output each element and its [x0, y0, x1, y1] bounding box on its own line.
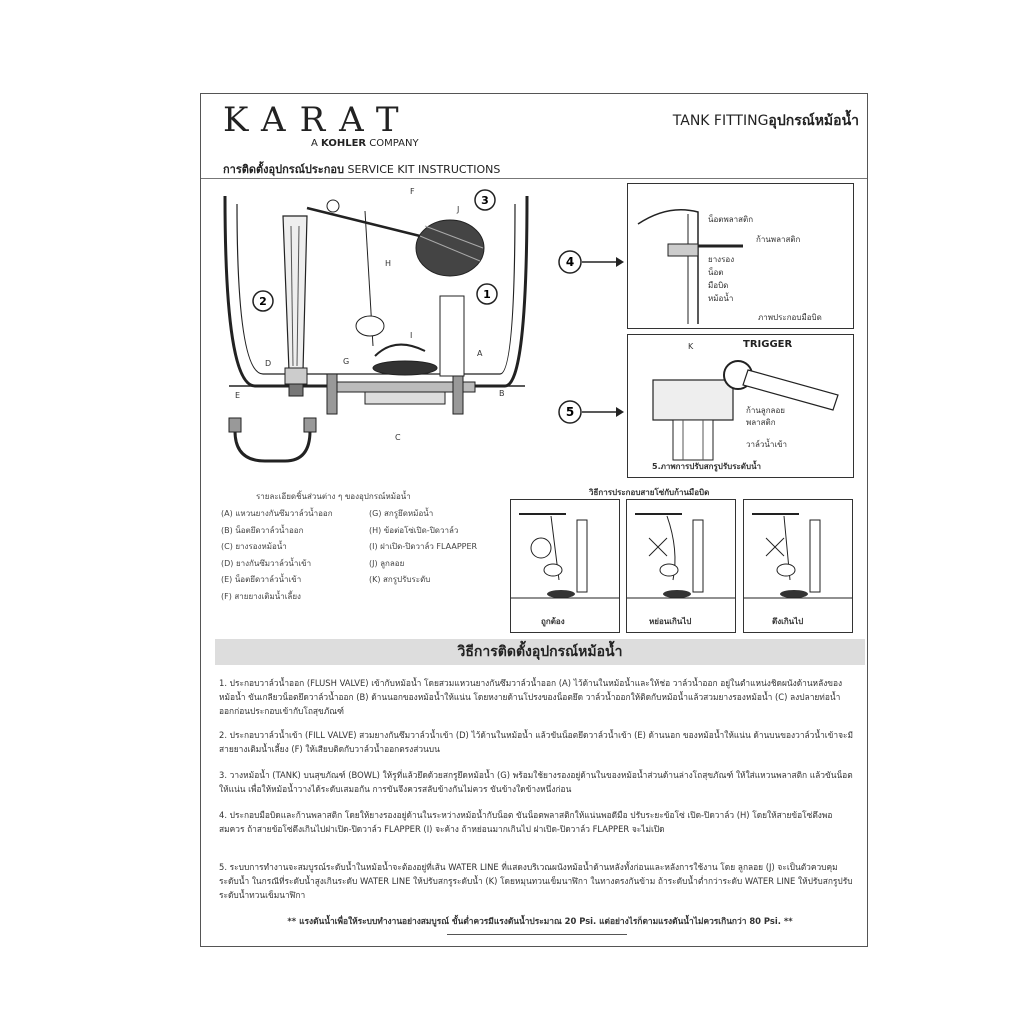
panel4-label-1: น็อตพลาสติก — [708, 215, 754, 224]
label-A: A — [477, 349, 483, 358]
callout-1: 1 — [483, 288, 491, 301]
subtitle-th: การติดตั้งอุปกรณ์ประกอบ — [223, 163, 344, 176]
parts-heading: รายละเอียดชิ้นส่วนต่าง ๆ ของอุปกรณ์หม้อน้ำ — [256, 492, 411, 501]
part-E: (E) น็อตยึดวาล์วน้ำเข้า — [221, 575, 302, 584]
part-G: (G) สกรูยึดหม้อน้ำ — [369, 509, 434, 518]
panel4-label-5: มือบิด — [708, 281, 729, 290]
footer-divider — [447, 934, 627, 935]
label-J: J — [457, 205, 460, 214]
part-F: (F) สายยางเติมน้ำเลี้ยง — [221, 591, 301, 601]
panel5-caption: 5.ภาพการปรับสกรูปรับระดับน้ำ — [652, 462, 762, 471]
pressure-note: ** แรงดันน้ำเพื่อให้ระบบทำงานอย่างสมบูรณ์ ขั้นต่ำควรมีแรงดันน้ำประมาณ 20 Psi. แต่อย่างไรก็ตามแรงดันน้ำไม่ควรเกินกว่า 80 Psi. ** — [287, 916, 793, 926]
tank-diagram — [215, 186, 535, 486]
install-step-1: 1. ประกอบวาล์วน้ำออก (FLUSH VALVE) เข้ากับหม้อน้ำ โดยสวมแหวนยางกันซึมวาล์วน้ำออก (A) ไว้ด้านในหม้อน้ำและให้ช่อ วาล์วน้ำออก อยู่ในตำแหน่งชิดผนังด้านหลังของหม้อน้ำ ขันเกลียวน็อตยึดวาล์วน้ำออก (B) ด้านนอกของหม้อน้ำให้แน่น โดยหงายด้านโปรงของน็อตยึด วาล์วน้ำออกให้ติดกับหม้อน้ำแล้วสวมยางรองหม้อน้ำ (C) ลงปลายท่อน้ำออกก่อนประกอบเข้ากับโถสุขภัณฑ์ — [219, 678, 843, 716]
label-H: H — [385, 259, 392, 268]
callout-arrows — [556, 246, 626, 426]
company-name: KOHLER — [321, 138, 367, 149]
part-D: (D) ยางกันซึมวาล์วน้ำเข้า — [221, 558, 312, 568]
chain-panel-too-tight — [743, 499, 853, 633]
panel5-label-2: พลาสติก — [746, 418, 776, 427]
company-prefix: A — [311, 138, 318, 149]
karat-logo: KARAT — [223, 100, 413, 140]
label-G: G — [343, 357, 350, 366]
install-heading: วิธีการติดตั้งอุปกรณ์หม้อน้ำ — [215, 639, 865, 665]
label-B: B — [499, 389, 505, 398]
panel5-label-1: ก้านลูกลอย — [746, 406, 785, 415]
label-F: F — [410, 187, 415, 196]
panel4-label-2: ก้านพลาสติก — [756, 235, 801, 244]
callout-5: 5 — [565, 405, 575, 419]
chain-caption-correct: ถูกต้อง — [541, 617, 565, 626]
part-B: (B) น็อตยึดวาล์วน้ำออก — [221, 525, 304, 535]
panel-water-level-adjust — [627, 334, 854, 478]
install-step-4: 4. ประกอบมือบิดและก้านพลาสติก โดยให้ยางรองอยู่ด้านในระหว่างหม้อน้ำกับน็อต ขันน็อตพลาสติกให้แน่นพอดีมือ ปรับระยะข้อโซ่ เปิด-ปิดวาล์ว (H) โดยให้สายข้อโซ่ตึงพอสมควร ถ้าสายข้อโซ่ตึงเกินไปฝาเปิด-ปิดวาล์ว FLAPPER (I) จะค้าง ถ้าหย่อนมากเกินไป ฝาเปิด-ปิดวาล์ว FLAPPER จะไม่เปิด — [219, 810, 833, 834]
parts-list-left — [221, 506, 333, 605]
panel4-label-3: ยางรอง — [708, 255, 735, 264]
callout-3: 3 — [481, 194, 489, 207]
title-en: TANK FITTING — [672, 113, 769, 129]
install-step-5: 5. ระบบการทำงานจะสมบูรณ์ระดับน้ำในหม้อน้ำจะต้องอยู่ที่เส้น WATER LINE ที่แสดงบริเวณผนังหม้อน้ำด้านหลังทั้งก่อนและหลังการใช้งาน โดย ลูกลอย (J) จะเป็นตัวควบคุมระดับน้ำ ในกรณีที่ระดับน้ำสูงเกินระดับ WATER LINE ให้ปรับสกรูระดับน้ำ (K) โดยหมุนทวนเข็มนาฬิกา ในทางตรงกันข้าม ถ้าระดับน้ำต่ำกว่าระดับ WATER LINE ให้ปรับสกรูปรับระดับน้ำทวนเข็มนาฬิกา — [219, 862, 853, 900]
part-I: (I) ฝาเปิด-ปิดวาล์ว FLAAPPER — [369, 542, 478, 551]
chain-caption-too-tight: ตึงเกินไป — [772, 617, 804, 626]
company-suffix: COMPANY — [369, 138, 419, 149]
subtitle-en: SERVICE KIT INSTRUCTIONS — [347, 163, 501, 176]
part-J: (J) ลูกลอย — [369, 558, 405, 568]
install-step-3: 3. วางหม้อน้ำ (TANK) บนสุขภัณฑ์ (BOWL) ให้รูที่แล้วยึดด้วยสกรูยึดหม้อน้ำ (G) พร้อมใช้ยางรองอยู่ด้านในของหม้อน้ำส่วนด้านล่างโถสุขภัณฑ์ ให้ใส่แหวนพลาสติก แล้วขันน็อตให้แน่น เพื่อให้หม้อน้ำวางได้ระดับเสมอกัน การขันจึงควรสลับข้างกันไม่ควร ขันข้างใดข้างหนึ่งก่อน — [219, 770, 853, 794]
part-H: (H) ข้อต่อโซ่เปิด-ปิดวาล์ว — [369, 525, 459, 535]
install-step-2: 2. ประกอบวาล์วน้ำเข้า (FILL VALVE) สวมยางกันซึมวาล์วน้ำเข้า (D) ไว้ด้านในหม้อน้ำ แล้วขันน็อตยึดวาล์วน้ำเข้า (E) ด้านนอก ของหม้อน้ำให้แน่น ด้านบนของวาล์วน้ำเข้าจะมีสายยางเติมน้ำเลี้ยง (F) ให้เสียบติดกับวาล์วน้ำออกตรงส่วนบน — [219, 730, 854, 754]
instruction-sheet — [200, 93, 868, 947]
chain-panel-correct — [510, 499, 620, 633]
part-C: (C) ยางรองหม้อน้ำ — [221, 542, 287, 551]
label-E: E — [235, 391, 241, 400]
trigger-label: TRIGGER — [743, 339, 793, 350]
panel4-caption: ภาพประกอบมือบิด — [758, 313, 822, 322]
label-I: I — [410, 331, 413, 340]
chain-heading: วิธีการประกอบสายโซ่กับก้านมือบิด — [589, 488, 710, 497]
chain-panel-too-loose — [626, 499, 736, 633]
part-K: (K) สกรูปรับระดับ — [369, 575, 431, 584]
callout-4: 4 — [565, 255, 575, 269]
callout-2: 2 — [259, 295, 267, 308]
page-subtitle — [223, 160, 500, 178]
panel4-label-4: น็อต — [708, 268, 724, 277]
page-title — [673, 110, 859, 132]
parts-list-right — [369, 506, 477, 589]
part-A: (A) แหวนยางกันซึมวาล์วน้ำออก — [221, 509, 333, 518]
chain-caption-too-loose: หย่อนเกินไป — [649, 617, 692, 626]
title-th: อุปกรณ์หม้อน้ำ — [768, 113, 859, 129]
header-divider — [201, 178, 867, 179]
panel-handle-assembly — [627, 183, 854, 329]
label-D: D — [265, 359, 272, 368]
panel4-label-6: หม้อน้ำ — [708, 294, 734, 303]
kohler-company-tagline — [311, 138, 419, 149]
label-K: K — [688, 342, 694, 351]
panel5-label-3: วาล์วน้ำเข้า — [746, 440, 788, 449]
label-C: C — [395, 433, 401, 442]
